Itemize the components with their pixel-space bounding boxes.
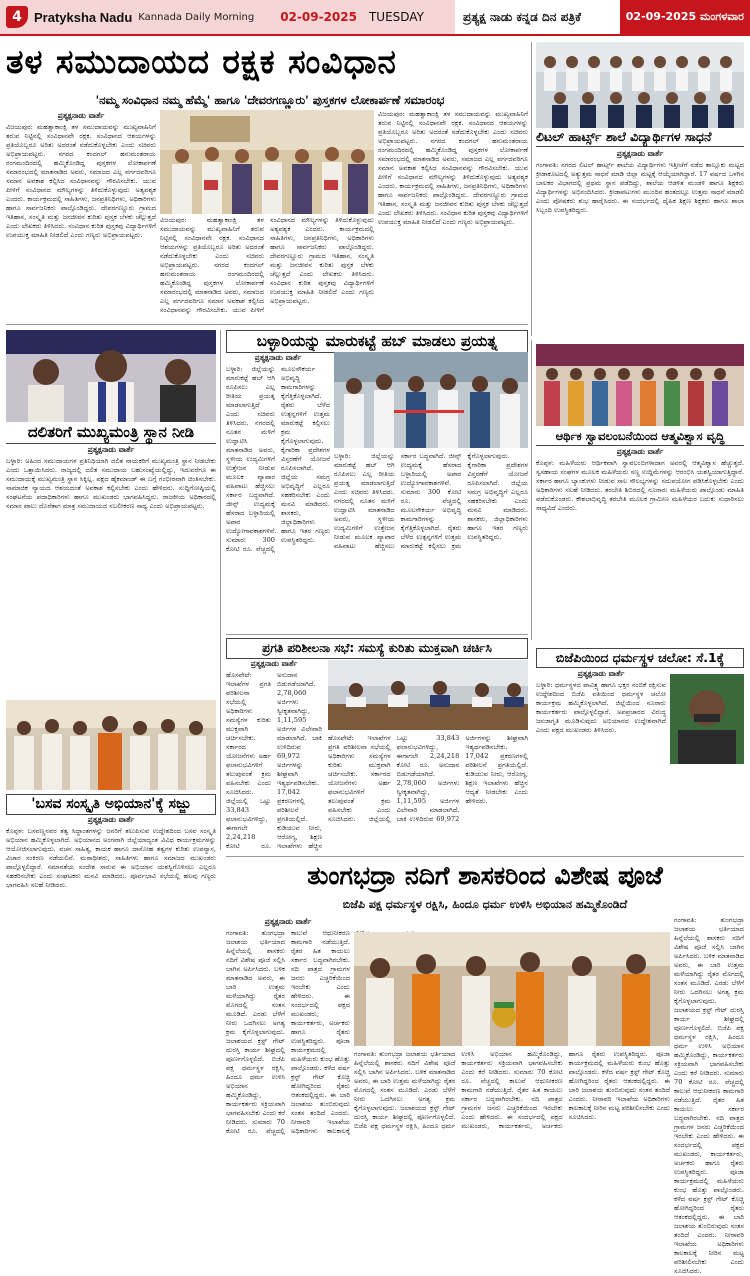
masthead-left — [0, 0, 455, 34]
masthead-date-kannada: 02-09-2025 ಮಂಗಳವಾರ — [620, 0, 750, 34]
page-number-badge: 4 — [6, 6, 28, 28]
basava-story — [6, 814, 216, 1142]
row-divider — [226, 634, 528, 635]
review-meeting-photo — [328, 660, 528, 730]
column-divider — [220, 330, 221, 850]
school-team-photo — [536, 42, 744, 128]
economic-headline: ಆರ್ಥಿಕ ಸ್ವಾವಲಂಬನೆಯಿಂದ ಆತ್ಮವಿಶ್ವಾಸ ವೃದ್ಧಿ — [536, 430, 744, 446]
masthead-right — [455, 0, 750, 34]
little-hearts-story — [536, 148, 744, 336]
little-hearts-body: ಗಂಗಾವತಿ: ನಗರದ ಲಿಟಲ್ ಹಾರ್ಟ್ಸ್ ಶಾಲೆಯ ವಿದ್ಯಾರ್ಥಿಗಳು ಇತ್ತೀಚೆಗೆ ನಡೆದ ತಾಲ್ಲೂಕು ಮಟ್ಟದ ಕ್ರೀಡಾಕೂಟದಲ್ಲಿ ಅತ್ಯುತ್ತಮ ಸಾಧನೆ ಮಾಡಿ ಜಿಲ್ಲಾ ಮಟ್ಟಕ್ಕೆ ಆಯ್ಕೆಯಾಗಿದ್ದಾರೆ. 17 ವರ್ಷದ ಒಳಗಿನ ಬಾಲಕರ ವಿಭಾಗದಲ್ಲಿ ಪ್ರಥಮ ಸ್ಥಾನ ಪಡೆದಿದ್ದು, ಶಾಲೆಯ ಆಡಳಿತ ಮಂಡಳಿ ಹಾಗೂ ಶಿಕ್ಷಕರು ವಿದ್ಯಾರ್ಥಿಗಳನ್ನು ಅಭಿನಂದಿಸಿದರು. ಕ್ರೀಡಾಪಟುಗಳು ಮುಂದಿನ ಹಂತದಲ್ಲೂ ಉತ್ತಮ ಸಾಧನೆ ಮಾಡಲಿ ಎಂದು ಪೋಷಕರು ಶುಭ ಹಾರೈಸಿದರು. ಈ ಸಂದರ್ಭದಲ್ಲಿ ದೈಹಿಕ ಶಿಕ್ಷಣ ಶಿಕ್ಷಕರು ಹಾಗೂ ಶಾಲಾ ಸಿಬ್ಬಂದಿ ಉಪಸ್ಥಿತರಿದ್ದರು. — [536, 161, 744, 214]
row-divider — [226, 856, 744, 857]
river-pooja-photo — [354, 932, 670, 1046]
bjp-body: ಬಳ್ಳಾರಿ: ಧರ್ಮಸ್ಥಳದ ಪಾವಿತ್ರ್ಯ ಹಾಗೂ ಭಕ್ತರ ನಂಬಿಕೆ ರಕ್ಷಿಸುವ ಉದ್ದೇಶದಿಂದ ಬಿಜೆಪಿ ವತಿಯಿಂದ ಧರ್ಮಸ್ಥಳ ಚಲೋ ಕಾರ್ಯಕ್ರಮ ಹಮ್ಮಿಕೊಳ್ಳಲಾಗಿದೆ. ಜಿಲ್ಲೆಯಿಂದ ನೂರಾರು ಕಾರ್ಯಕರ್ತರು ಪಾಲ್ಗೊಳ್ಳಲಿದ್ದಾರೆ. ಅಪಪ್ರಚಾರದ ವಿರುದ್ಧ ಜನಜಾಗೃತಿ ಮೂಡಿಸುವುದು ಅಭಿಯಾನದ ಉದ್ದೇಶವಾಗಿದೆ ಎಂದು ಪಕ್ಷದ ಮುಖಂಡರು ತಿಳಿಸಿದರು. — [536, 681, 666, 734]
progress-headline: ಪ್ರಗತಿ ಪರಿಶೀಲನಾ ಸಭೆ: ಸಮಸ್ಯೆ ಕುರಿತು ಮುಕ್ತವಾಗಿ ಚರ್ಚಿಸಿ — [226, 638, 528, 659]
byline: ಪ್ರತ್ಯಕ್ಷನಾಡು ವಾರ್ತೆ — [87, 815, 135, 824]
economic-body: ಕೊಪ್ಪಳ: ಮಹಿಳೆಯರು ಆರ್ಥಿಕವಾಗಿ ಸ್ವಾವಲಂಬಿಗಳಾದಾಗ ಅವರಲ್ಲಿ ಆತ್ಮವಿಶ್ವಾಸ ಹೆಚ್ಚುತ್ತದೆ. ಸ್ವಸಹಾಯ ಸಂಘಗಳ ಮೂಲಕ ಮಹಿಳೆಯರು ಸಣ್ಣ ಉದ್ದಿಮೆಗಳನ್ನು ಆರಂಭಿಸಿ ಯಶಸ್ವಿಯಾಗುತ್ತಿದ್ದಾರೆ. ಸರ್ಕಾರ ಹಾಗೂ ಬ್ಯಾಂಕುಗಳು ನೀಡುವ ಸಾಲ ಸೌಲಭ್ಯಗಳನ್ನು ಸದುಪಯೋಗ ಪಡಿಸಿಕೊಳ್ಳಬೇಕು ಎಂದು ಅಧಿಕಾರಿಗಳು ಸಲಹೆ ನೀಡಿದರು. ತರಬೇತಿ ಶಿಬಿರದಲ್ಲಿ ನೂರಾರು ಮಹಿಳೆಯರು ಪಾಲ್ಗೊಂಡು ಮಾಹಿತಿ ಪಡೆದುಕೊಂಡರು. ಕೌಶಲಾಭಿವೃದ್ಧಿ ತರಬೇತಿ ಮೂಲಕ ಗ್ರಾಮೀಣ ಮಹಿಳೆಯರ ಬದುಕು ಸುಧಾರಿಸಲು ಸಾಧ್ಯವಿದೆ ಎಂದರು. — [536, 459, 744, 512]
lead-story-text — [6, 110, 156, 318]
byline: ಪ್ರತ್ಯಕ್ಷನಾಡು ವಾರ್ತೆ — [254, 353, 302, 362]
progress-story-right — [328, 734, 528, 854]
ballari-body: ಬಳ್ಳಾರಿ: ಜಿಲ್ಲೆಯನ್ನು ಮಾರುಕಟ್ಟೆ ಹಬ್ ಆಗಿ ರೂಪಿಸಲು ಎಲ್ಲ ರೀತಿಯ ಪ್ರಯತ್ನ ಮಾಡಲಾಗುತ್ತಿದೆ ಎಂದು ಸಚಿವರು ತಿಳಿಸಿದರು. ನಗರದಲ್ಲಿ ನೂತನ ಮಳಿಗೆ ಉದ್ಘಾಟಿಸಿ ಮಾತನಾಡಿದ ಅವರು, ಸ್ಥಳೀಯ ಉದ್ಯಮಿಗಳಿಗೆ ಉತ್ತೇಜನ ನೀಡುವ ಮೂಲಕ ವ್ಯಾಪಾರ ವಹಿವಾಟು ಹೆಚ್ಚಿಸಲು ಸರ್ಕಾರ ಬದ್ಧವಾಗಿದೆ. ಜೀನ್ಸ್ ಉದ್ಯಮಕ್ಕೆ ಹೆಸರಾದ ಬಳ್ಳಾರಿಯಲ್ಲಿ ಅಪಾರ ಉದ್ಯೋಗಾವಕಾಶಗಳಿವೆ. ಸುಮಾರು 300 ಕೋಟಿ ರೂ. ವೆಚ್ಚದಲ್ಲಿ ಮೂಲಸೌಕರ್ಯ ಅಭಿವೃದ್ಧಿ ಕಾಮಗಾರಿಗಳನ್ನು ಕೈಗೆತ್ತಿಕೊಳ್ಳಲಾಗಿದೆ. ರೈತರು ಬೆಳೆದ ಉತ್ಪನ್ನಗಳಿಗೆ ಉತ್ತಮ ಮಾರುಕಟ್ಟೆ ಕಲ್ಪಿಸಲು ಕ್ರಮ ಕೈಗೊಳ್ಳಲಾಗುವುದು. ಕೈಗಾರಿಕಾ ಪ್ರದೇಶಗಳ ವಿಸ್ತರಣೆಗೆ ಯೋಜನೆ ರೂಪಿಸಲಾಗಿದೆ. ಜಿಲ್ಲೆಯ ಸಮಗ್ರ ಅಭಿವೃದ್ಧಿಗೆ ಎಲ್ಲರೂ ಸಹಕರಿಸಬೇಕು ಎಂದು ಮನವಿ ಮಾಡಿದರು. ಶಾಸಕರು, ಜಿಲ್ಲಾಧಿಕಾರಿಗಳು ಹಾಗೂ ಇತರ ಗಣ್ಯರು ಉಪಸ್ಥಿತರಿದ್ದರು. — [226, 365, 330, 553]
women-group-photo — [536, 344, 744, 426]
lead-story-text-3 — [378, 110, 528, 318]
masthead-subtitle: Kannada Daily Morning — [138, 11, 255, 23]
tunga-story-right — [674, 916, 744, 1275]
progress-body-continued: ಹೊಸಪೇಟೆ: ಇಲಾಖೆಗಳ ಪ್ರಗತಿ ಪರಿಶೀಲನಾ ಸಭೆಯಲ್ಲಿ ಅಧಿಕಾರಿಗಳು ಸಮಸ್ಯೆಗಳ ಕುರಿತು ಮುಕ್ತವಾಗಿ ಚರ್ಚಿಸಬೇಕು. ಸರ್ಕಾರದ ಯೋಜನೆಗಳು ಅರ್ಹ ಫಲಾನುಭವಿಗಳಿಗೆ ತಲುಪುವಂತೆ ಕ್ರಮ ವಹಿಸಬೇಕು ಎಂದು ಸೂಚಿಸಿದರು. ಜಿಲ್ಲೆಯಲ್ಲಿ ಒಟ್ಟು 33,843 ಫಲಾನುಭವಿಗಳಿದ್ದು, ಈಗಾಗಲೇ 2,24,218 ಕೋಟಿ ರೂ. ಅನುದಾನ ಬಿಡುಗಡೆಯಾಗಿದೆ. 2,78,060 ಅರ್ಜಿಗಳು ಸ್ವೀಕೃತವಾಗಿದ್ದು, 1,11,595 ಅರ್ಜಿಗಳ ವಿಲೇವಾರಿ ಮಾಡಲಾಗಿದೆ. ಬಾಕಿ ಉಳಿದಿರುವ 69,972 ಅರ್ಜಿಗಳನ್ನು ಶೀಘ್ರವಾಗಿ ಇತ್ಯರ್ಥಪಡಿಸಬೇಕು. 17,042 ಪ್ರಕರಣಗಳಲ್ಲಿ ಪರಿಶೀಲನೆ ಪ್ರಗತಿಯಲ್ಲಿದೆ. ಕುಡಿಯುವ ನೀರು, ಆರೋಗ್ಯ, ಶಿಕ್ಷಣ ಇಲಾಖೆಗಳು ಹೆಚ್ಚಿನ ಆದ್ಯತೆ ನೀಡಬೇಕು ಎಂದು ಹೇಳಿದರು. — [328, 734, 528, 823]
row-divider — [6, 324, 528, 325]
byline: ಪ್ರತ್ಯಕ್ಷನಾಡು ವಾರ್ತೆ — [264, 917, 312, 926]
masthead — [0, 0, 750, 36]
basava-body: ಕೊಪ್ಪಳ: ಬಸವಣ್ಣನವರ ತತ್ವ ಸಿದ್ಧಾಂತಗಳನ್ನು ಜನರಿಗೆ ತಲುಪಿಸುವ ಉದ್ದೇಶದಿಂದ ಬಸವ ಸಂಸ್ಕೃತಿ ಅಭಿಯಾನ ಹಮ್ಮಿಕೊಳ್ಳಲಾಗಿದೆ. ಅಭಿಯಾನದ ಅಂಗವಾಗಿ ಜಿಲ್ಲೆಯಾದ್ಯಂತ ವಿವಿಧ ಕಾರ್ಯಕ್ರಮಗಳನ್ನು ಆಯೋಜಿಸಲಾಗುವುದು. ವಚನ ಸಾಹಿತ್ಯ, ಕಾಯಕ ಹಾಗೂ ದಾಸೋಹ ತತ್ವಗಳ ಕುರಿತು ಉಪನ್ಯಾಸ, ವಿಚಾರ ಸಂಕಿರಣ ನಡೆಯಲಿವೆ. ಮಠಾಧೀಶರು, ಸಾಹಿತಿಗಳು ಹಾಗೂ ಸಮಾಜದ ಮುಖಂಡರು ಪಾಲ್ಗೊಳ್ಳಲಿದ್ದಾರೆ. ಸಮಾನತೆಯ ಸಂದೇಶ ಸಾರುವ ಈ ಅಭಿಯಾನ ಯಶಸ್ವಿಗೊಳಿಸಲು ಎಲ್ಲರೂ ಸಹಕರಿಸಬೇಕು ಎಂದು ಸಂಘಟಕರು ಮನವಿ ಮಾಡಿದರು. ಪೂರ್ವಭಾವಿ ಸಭೆಯಲ್ಲಿ ಹಲವು ಗಣ್ಯರು ಭಾಗವಹಿಸಿ ಸಲಹೆ ನೀಡಿದರು. — [6, 827, 216, 889]
masthead-weekday: TUESDAY — [368, 10, 424, 24]
lead-subhead: 'ನಮ್ಮ ಸಂವಿಧಾನ ನಮ್ಮ ಹೆಮ್ಮೆ' ಹಾಗೂ 'ದೇವರಗಣ್ಣೂರು' ಪುಸ್ತಕಗಳ ಲೋಕಾರ್ಪಣೆ ಸಮಾರಂಭ — [95, 93, 445, 107]
dalit-leaders-photo — [6, 330, 216, 422]
progress-body: ಹೊಸಪೇಟೆ: ಇಲಾಖೆಗಳ ಪ್ರಗತಿ ಪರಿಶೀಲನಾ ಸಭೆಯಲ್ಲಿ ಅಧಿಕಾರಿಗಳು ಸಮಸ್ಯೆಗಳ ಕುರಿತು ಮುಕ್ತವಾಗಿ ಚರ್ಚಿಸಬೇಕು. ಸರ್ಕಾರದ ಯೋಜನೆಗಳು ಅರ್ಹ ಫಲಾನುಭವಿಗಳಿಗೆ ತಲುಪುವಂತೆ ಕ್ರಮ ವಹಿಸಬೇಕು ಎಂದು ಸೂಚಿಸಿದರು. ಜಿಲ್ಲೆಯಲ್ಲಿ ಒಟ್ಟು 33,843 ಫಲಾನುಭವಿಗಳಿದ್ದು, ಈಗಾಗಲೇ 2,24,218 ಕೋಟಿ ರೂ. ಅನುದಾನ ಬಿಡುಗಡೆಯಾಗಿದೆ. 2,78,060 ಅರ್ಜಿಗಳು ಸ್ವೀಕೃತವಾಗಿದ್ದು, 1,11,595 ಅರ್ಜಿಗಳ ವಿಲೇವಾರಿ ಮಾಡಲಾಗಿದೆ. ಬಾಕಿ ಉಳಿದಿರುವ 69,972 ಅರ್ಜಿಗಳನ್ನು ಶೀಘ್ರವಾಗಿ ಇತ್ಯರ್ಥಪಡಿಸಬೇಕು. 17,042 ಪ್ರಕರಣಗಳಲ್ಲಿ ಪರಿಶೀಲನೆ ಪ್ರಗತಿಯಲ್ಲಿದೆ. ಕುಡಿಯುವ ನೀರು, ಆರೋಗ್ಯ, ಶಿಕ್ಷಣ ಇಲಾಖೆಗಳು ಹೆಚ್ಚಿನ — [226, 671, 322, 850]
byline: ಪ್ರತ್ಯಕ್ಷನಾಡು ವಾರ್ತೆ — [577, 669, 625, 678]
tunga-body: ಗಂಗಾವತಿ: ತುಂಗಭದ್ರಾ ಜಲಾಶಯ ಭರ್ತಿಯಾದ ಹಿನ್ನೆಲೆಯಲ್ಲಿ ಶಾಸಕರು ನದಿಗೆ ವಿಶೇಷ ಪೂಜೆ ಸಲ್ಲಿಸಿ ಬಾಗಿನ ಅರ್ಪಿಸಿದರು. ಬಳಿಕ ಮಾತನಾಡಿದ ಅವರು, ಈ ಬಾರಿ ಉತ್ತಮ ಮಳೆಯಾಗಿದ್ದು ರೈತರ ಮೊಗದಲ್ಲಿ ಸಂತಸ ಮೂಡಿದೆ. ಎರಡು ಬೆಳೆಗೆ ನೀರು ಒದಗಿಸಲು ಅಗತ್ಯ ಕ್ರಮ ಕೈಗೊಳ್ಳಲಾಗುವುದು. ಜಲಾಶಯದ ಕ್ರಸ್ಟ್ ಗೇಟ್ ದುರಸ್ತಿ ಕಾರ್ಯ ಶೀಘ್ರದಲ್ಲಿ ಪೂರ್ಣಗೊಳ್ಳಲಿದೆ. ಬಿಜೆಪಿ ಪಕ್ಷ ಧರ್ಮಸ್ಥಳ ರಕ್ಷಿಸಿ, ಹಿಂದೂ ಧರ್ಮ ಉಳಿಸಿ ಅಭಿಯಾನ ಹಮ್ಮಿಕೊಂಡಿದ್ದು, ಕಾರ್ಯಕರ್ತರು ಸಕ್ರಿಯವಾಗಿ ಭಾಗವಹಿಸಬೇಕು ಎಂದು ಕರೆ ನೀಡಿದರು. ಸುಮಾರು 70 ಕೋಟಿ ರೂ. ವೆಚ್ಚದಲ್ಲಿ ಕಾಲುವೆ ಆಧುನೀಕರಣ ಕಾಮಗಾರಿ ನಡೆಯುತ್ತಿದೆ. ರೈತರ ಹಿತ ಕಾಯಲು ಸರ್ಕಾರ ಬದ್ಧವಾಗಿರಬೇಕು. ನದಿ ಪಾತ್ರದ ಗ್ರಾಮಗಳ ಜನರು ಎಚ್ಚರಿಕೆಯಿಂದ ಇರಬೇಕು ಎಂದು ಹೇಳಿದರು. ಈ ಸಂದರ್ಭದಲ್ಲಿ ಪಕ್ಷದ ಮುಖಂಡರು, ಕಾರ್ಯಕರ್ತರು, ಅರ್ಚಕರು ಹಾಗೂ ರೈತರು ಉಪಸ್ಥಿತರಿದ್ದರು. ಪೂಜಾ ಕಾರ್ಯಕ್ರಮದಲ್ಲಿ ಮಹಿಳೆಯರು ಕುಂಭ ಹೊತ್ತು ಪಾಲ್ಗೊಂಡರು. ಕಳೆದ ವರ್ಷ ಕ್ರಸ್ಟ್ ಗೇಟ್ ಕೊಚ್ಚಿ ಹೋಗಿದ್ದರಿಂದ ರೈತರು ಆತಂಕದಲ್ಲಿದ್ದರು. ಈ ಬಾರಿ ಜಲಾಶಯ ತುಂಬಿರುವುದು ಸಂತಸ ತಂದಿದೆ ಎಂದರು. ನೀರಾವರಿ ಇಲಾಖೆಯ ಅಧಿಕಾರಿಗಳು ಕಾಲಕಾಲಕ್ಕೆ — [226, 929, 350, 1135]
tunga-subhead: ಬಿಜೆಪಿ ಪಕ್ಷ ಧರ್ಮಸ್ಥಳ ರಕ್ಷಿಸಿ, ಹಿಂದೂ ಧರ್ಮ ಉಳಿಸಿ ಅಭಿಯಾನ ಹಮ್ಮಿಕೊಂಡಿದೆ — [342, 898, 628, 911]
tunga-story-middle — [354, 1050, 670, 1142]
column-divider — [531, 42, 532, 336]
basava-campaign-photo — [6, 700, 216, 790]
masthead-date: 02-09-2025 — [280, 10, 357, 24]
dalit-headline: ದಲಿತರಿಗೆ ಮುಖ್ಯಮಂತ್ರಿ ಸ್ಥಾನ ನೀಡಿ — [6, 424, 216, 444]
ballari-inauguration-photo — [334, 352, 528, 448]
masthead-title-kannada: ಪ್ರತ್ಯಕ್ಷ ನಾಡು ಕನ್ನಡ ದಿನ ಪತ್ರಿಕೆ — [463, 9, 582, 24]
tunga-story-left — [226, 916, 350, 1142]
progress-story-left — [226, 658, 322, 854]
lead-story-text-2 — [160, 216, 374, 318]
bjp-story — [536, 668, 666, 848]
ballari-story-right — [334, 452, 528, 632]
ballari-story-left — [226, 352, 330, 632]
bjp-leader-photo — [670, 674, 744, 764]
byline: ಪ್ರತ್ಯಕ್ಷನಾಡು ವಾರ್ತೆ — [616, 447, 664, 456]
lead-body: ವಿಜಯಪುರ: ಮಹತ್ವಾಕಾಂಕ್ಷಿ ತಳ ಸಮುದಾಯವನ್ನು ಮುಖ್ಯವಾಹಿನಿಗೆ ತರುವ ನಿಟ್ಟಿನಲ್ಲಿ ಸಂವಿಧಾನವೇ ರಕ್ಷಕ. ಸಂವಿಧಾನದ ಆಶಯಗಳನ್ನು ಪ್ರತಿಯೊಬ್ಬರೂ ಅರಿತು ಅದರಂತೆ ನಡೆದುಕೊಳ್ಳಬೇಕು ಎಂದು ಸಚಿವರು ಅಭಿಪ್ರಾಯಪಟ್ಟರು. ನಗರದ ಕಂದಗಲ್ ಹನುಮಂತರಾಯ ರಂಗಮಂದಿರದಲ್ಲಿ ಹಮ್ಮಿಕೊಂಡಿದ್ದ ಪುಸ್ತಕಗಳ ಲೋಕಾರ್ಪಣೆ ಸಮಾರಂಭದಲ್ಲಿ ಮಾತನಾಡಿದ ಅವರು, ಸಮಾಜದ ಎಲ್ಲ ವರ್ಗದವರಿಗೂ ಸಮಾನ ಅವಕಾಶ ಕಲ್ಪಿಸಿದ ಸಂವಿಧಾನವನ್ನು ಗೌರವಿಸಬೇಕು. ಯುವ ಪೀಳಿಗೆ ಸಂವಿಧಾನದ ಮೌಲ್ಯಗಳನ್ನು ತಿಳಿದುಕೊಳ್ಳುವುದು ಅತ್ಯವಶ್ಯಕ ಎಂದರು. ಕಾರ್ಯಕ್ರಮದಲ್ಲಿ ಸಾಹಿತಿಗಳು, ಜನಪ್ರತಿನಿಧಿಗಳು, ಅಧಿಕಾರಿಗಳು ಹಾಗೂ ಸಾರ್ವಜನಿಕರು ಪಾಲ್ಗೊಂಡಿದ್ದರು. ದೇವರಗಣ್ಣೂರು ಗ್ರಾಮದ ಇತಿಹಾಸ, ಸಂಸ್ಕೃತಿ ಮತ್ತು ಜನಜೀವನ ಕುರಿತು ಪುಸ್ತಕ ಬೆಳಕು ಚೆಲ್ಲುತ್ತದೆ ಎಂದು ಲೇಖಕರು ತಿಳಿಸಿದರು. ಸಂವಿಧಾನ ಕುರಿತ ಪುಸ್ತಕವು ವಿದ್ಯಾರ್ಥಿಗಳಿಗೆ ಉಪಯುಕ್ತ ಮಾಹಿತಿ ನೀಡಲಿದೆ ಎಂದು ಗಣ್ಯರು ಅಭಿಪ್ರಾಯಪಟ್ಟರು. — [6, 123, 156, 239]
little-hearts-headline: ಲಿಟಲ್ ಹಾರ್ಟ್ಸ್ ಶಾಲೆ ವಿದ್ಯಾರ್ಥಿಗಳ ಸಾಧನೆ — [536, 130, 744, 147]
byline: ಪ್ರತ್ಯಕ್ಷನಾಡು ವಾರ್ತೆ — [57, 111, 105, 120]
masthead-brand: Pratyksha Nadu — [34, 9, 133, 25]
lead-photo — [160, 110, 374, 214]
economic-story — [536, 446, 744, 640]
ballari-body-continued: ಬಳ್ಳಾರಿ: ಜಿಲ್ಲೆಯನ್ನು ಮಾರುಕಟ್ಟೆ ಹಬ್ ಆಗಿ ರೂಪಿಸಲು ಎಲ್ಲ ರೀತಿಯ ಪ್ರಯತ್ನ ಮಾಡಲಾಗುತ್ತಿದೆ ಎಂದು ಸಚಿವರು ತಿಳಿಸಿದರು. ನಗರದಲ್ಲಿ ನೂತನ ಮಳಿಗೆ ಉದ್ಘಾಟಿಸಿ ಮಾತನಾಡಿದ ಅವರು, ಸ್ಥಳೀಯ ಉದ್ಯಮಿಗಳಿಗೆ ಉತ್ತೇಜನ ನೀಡುವ ಮೂಲಕ ವ್ಯಾಪಾರ ವಹಿವಾಟು ಹೆಚ್ಚಿಸಲು ಸರ್ಕಾರ ಬದ್ಧವಾಗಿದೆ. ಜೀನ್ಸ್ ಉದ್ಯಮಕ್ಕೆ ಹೆಸರಾದ ಬಳ್ಳಾರಿಯಲ್ಲಿ ಅಪಾರ ಉದ್ಯೋಗಾವಕಾಶಗಳಿವೆ. ಸುಮಾರು 300 ಕೋಟಿ ರೂ. ವೆಚ್ಚದಲ್ಲಿ ಮೂಲಸೌಕರ್ಯ ಅಭಿವೃದ್ಧಿ ಕಾಮಗಾರಿಗಳನ್ನು ಕೈಗೆತ್ತಿಕೊಳ್ಳಲಾಗಿದೆ. ರೈತರು ಬೆಳೆದ ಉತ್ಪನ್ನಗಳಿಗೆ ಉತ್ತಮ ಮಾರುಕಟ್ಟೆ ಕಲ್ಪಿಸಲು ಕ್ರಮ ಕೈಗೊಳ್ಳಲಾಗುವುದು. ಕೈಗಾರಿಕಾ ಪ್ರದೇಶಗಳ ವಿಸ್ತರಣೆಗೆ ಯೋಜನೆ ರೂಪಿಸಲಾಗಿದೆ. ಜಿಲ್ಲೆಯ ಸಮಗ್ರ ಅಭಿವೃದ್ಧಿಗೆ ಎಲ್ಲರೂ ಸಹಕರಿಸಬೇಕು ಎಂದು ಮನವಿ ಮಾಡಿದರು. ಶಾಸಕರು, ಜಿಲ್ಲಾಧಿಕಾರಿಗಳು ಹಾಗೂ ಇತರ ಗಣ್ಯರು ಉಪಸ್ಥಿತರಿದ್ದರು. — [334, 452, 528, 550]
lead-body-column-3: ವಿಜಯಪುರ: ಮಹತ್ವಾಕಾಂಕ್ಷಿ ತಳ ಸಮುದಾಯವನ್ನು ಮುಖ್ಯವಾಹಿನಿಗೆ ತರುವ ನಿಟ್ಟಿನಲ್ಲಿ ಸಂವಿಧಾನವೇ ರಕ್ಷಕ. ಸಂವಿಧಾನದ ಆಶಯಗಳನ್ನು ಪ್ರತಿಯೊಬ್ಬರೂ ಅರಿತು ಅದರಂತೆ ನಡೆದುಕೊಳ್ಳಬೇಕು ಎಂದು ಸಚಿವರು ಅಭಿಪ್ರಾಯಪಟ್ಟರು. ನಗರದ ಕಂದಗಲ್ ಹನುಮಂತರಾಯ ರಂಗಮಂದಿರದಲ್ಲಿ ಹಮ್ಮಿಕೊಂಡಿದ್ದ ಪುಸ್ತಕಗಳ ಲೋಕಾರ್ಪಣೆ ಸಮಾರಂಭದಲ್ಲಿ ಮಾತನಾಡಿದ ಅವರು, ಸಮಾಜದ ಎಲ್ಲ ವರ್ಗದವರಿಗೂ ಸಮಾನ ಅವಕಾಶ ಕಲ್ಪಿಸಿದ ಸಂವಿಧಾನವನ್ನು ಗೌರವಿಸಬೇಕು. ಯುವ ಪೀಳಿಗೆ ಸಂವಿಧಾನದ ಮೌಲ್ಯಗಳನ್ನು ತಿಳಿದುಕೊಳ್ಳುವುದು ಅತ್ಯವಶ್ಯಕ ಎಂದರು. ಕಾರ್ಯಕ್ರಮದಲ್ಲಿ ಸಾಹಿತಿಗಳು, ಜನಪ್ರತಿನಿಧಿಗಳು, ಅಧಿಕಾರಿಗಳು ಹಾಗೂ ಸಾರ್ವಜನಿಕರು ಪಾಲ್ಗೊಂಡಿದ್ದರು. ದೇವರಗಣ್ಣೂರು ಗ್ರಾಮದ ಇತಿಹಾಸ, ಸಂಸ್ಕೃತಿ ಮತ್ತು ಜನಜೀವನ ಕುರಿತು ಪುಸ್ತಕ ಬೆಳಕು ಚೆಲ್ಲುತ್ತದೆ ಎಂದು ಲೇಖಕರು ತಿಳಿಸಿದರು. ಸಂವಿಧಾನ ಕುರಿತ ಪುಸ್ತಕವು ವಿದ್ಯಾರ್ಥಿಗಳಿಗೆ ಉಪಯುಕ್ತ ಮಾಹಿತಿ ನೀಡಲಿದೆ ಎಂದು ಗಣ್ಯರು ಅಭಿಪ್ರಾಯಪಟ್ಟರು. — [378, 110, 528, 226]
lead-body-continued: ವಿಜಯಪುರ: ಮಹತ್ವಾಕಾಂಕ್ಷಿ ತಳ ಸಮುದಾಯವನ್ನು ಮುಖ್ಯವಾಹಿನಿಗೆ ತರುವ ನಿಟ್ಟಿನಲ್ಲಿ ಸಂವಿಧಾನವೇ ರಕ್ಷಕ. ಸಂವಿಧಾನದ ಆಶಯಗಳನ್ನು ಪ್ರತಿಯೊಬ್ಬರೂ ಅರಿತು ಅದರಂತೆ ನಡೆದುಕೊಳ್ಳಬೇಕು ಎಂದು ಸಚಿವರು ಅಭಿಪ್ರಾಯಪಟ್ಟರು. ನಗರದ ಕಂದಗಲ್ ಹನುಮಂತರಾಯ ರಂಗಮಂದಿರದಲ್ಲಿ ಹಮ್ಮಿಕೊಂಡಿದ್ದ ಪುಸ್ತಕಗಳ ಲೋಕಾರ್ಪಣೆ ಸಮಾರಂಭದಲ್ಲಿ ಮಾತನಾಡಿದ ಅವರು, ಸಮಾಜದ ಎಲ್ಲ ವರ್ಗದವರಿಗೂ ಸಮಾನ ಅವಕಾಶ ಕಲ್ಪಿಸಿದ ಸಂವಿಧಾನವನ್ನು ಗೌರವಿಸಬೇಕು. ಯುವ ಪೀಳಿಗೆ ಸಂವಿಧಾನದ ಮೌಲ್ಯಗಳನ್ನು ತಿಳಿದುಕೊಳ್ಳುವುದು ಅತ್ಯವಶ್ಯಕ ಎಂದರು. ಕಾರ್ಯಕ್ರಮದಲ್ಲಿ ಸಾಹಿತಿಗಳು, ಜನಪ್ರತಿನಿಧಿಗಳು, ಅಧಿಕಾರಿಗಳು ಹಾಗೂ ಸಾರ್ವಜನಿಕರು ಪಾಲ್ಗೊಂಡಿದ್ದರು. ದೇವರಗಣ್ಣೂರು ಗ್ರಾಮದ ಇತಿಹಾಸ, ಸಂಸ್ಕೃತಿ ಮತ್ತು ಜನಜೀವನ ಕುರಿತು ಪುಸ್ತಕ ಬೆಳಕು ಚೆಲ್ಲುತ್ತದೆ ಎಂದು ಲೇಖಕರು ತಿಳಿಸಿದರು. ಸಂವಿಧಾನ ಕುರಿತ ಪುಸ್ತಕವು ವಿದ್ಯಾರ್ಥಿಗಳಿಗೆ ಉಪಯುಕ್ತ ಮಾಹಿತಿ ನೀಡಲಿದೆ ಎಂದು ಗಣ್ಯರು ಅಭಿಪ್ರಾಯಪಟ್ಟರು. — [160, 216, 374, 314]
byline: ಪ್ರತ್ಯಕ್ಷನಾಡು ವಾರ್ತೆ — [250, 659, 298, 668]
byline: ಪ್ರತ್ಯಕ್ಷನಾಡು ವಾರ್ತೆ — [87, 445, 135, 454]
tunga-body-right: ಗಂಗಾವತಿ: ತುಂಗಭದ್ರಾ ಜಲಾಶಯ ಭರ್ತಿಯಾದ ಹಿನ್ನೆಲೆಯಲ್ಲಿ ಶಾಸಕರು ನದಿಗೆ ವಿಶೇಷ ಪೂಜೆ ಸಲ್ಲಿಸಿ ಬಾಗಿನ ಅರ್ಪಿಸಿದರು. ಬಳಿಕ ಮಾತನಾಡಿದ ಅವರು, ಈ ಬಾರಿ ಉತ್ತಮ ಮಳೆಯಾಗಿದ್ದು ರೈತರ ಮೊಗದಲ್ಲಿ ಸಂತಸ ಮೂಡಿದೆ. ಎರಡು ಬೆಳೆಗೆ ನೀರು ಒದಗಿಸಲು ಅಗತ್ಯ ಕ್ರಮ ಕೈಗೊಳ್ಳಲಾಗುವುದು. ಜಲಾಶಯದ ಕ್ರಸ್ಟ್ ಗೇಟ್ ದುರಸ್ತಿ ಕಾರ್ಯ ಶೀಘ್ರದಲ್ಲಿ ಪೂರ್ಣಗೊಳ್ಳಲಿದೆ. ಬಿಜೆಪಿ ಪಕ್ಷ ಧರ್ಮಸ್ಥಳ ರಕ್ಷಿಸಿ, ಹಿಂದೂ ಧರ್ಮ ಉಳಿಸಿ ಅಭಿಯಾನ ಹಮ್ಮಿಕೊಂಡಿದ್ದು, ಕಾರ್ಯಕರ್ತರು ಸಕ್ರಿಯವಾಗಿ ಭಾಗವಹಿಸಬೇಕು ಎಂದು ಕರೆ ನೀಡಿದರು. ಸುಮಾರು 70 ಕೋಟಿ ರೂ. ವೆಚ್ಚದಲ್ಲಿ ಕಾಲುವೆ ಆಧುನೀಕರಣ ಕಾಮಗಾರಿ ನಡೆಯುತ್ತಿದೆ. ರೈತರ ಹಿತ ಕಾಯಲು ಸರ್ಕಾರ ಬದ್ಧವಾಗಿರಬೇಕು. ನದಿ ಪಾತ್ರದ ಗ್ರಾಮಗಳ ಜನರು ಎಚ್ಚರಿಕೆಯಿಂದ ಇರಬೇಕು ಎಂದು ಹೇಳಿದರು. ಈ ಸಂದರ್ಭದಲ್ಲಿ ಪಕ್ಷದ ಮುಖಂಡರು, ಕಾರ್ಯಕರ್ತರು, ಅರ್ಚಕರು ಹಾಗೂ ರೈತರು ಉಪಸ್ಥಿತರಿದ್ದರು. ಪೂಜಾ ಕಾರ್ಯಕ್ರಮದಲ್ಲಿ ಮಹಿಳೆಯರು ಕುಂಭ ಹೊತ್ತು ಪಾಲ್ಗೊಂಡರು. ಕಳೆದ ವರ್ಷ ಕ್ರಸ್ಟ್ ಗೇಟ್ ಕೊಚ್ಚಿ ಹೋಗಿದ್ದರಿಂದ ರೈತರು ಆತಂಕದಲ್ಲಿದ್ದರು. ಈ ಬಾರಿ ಜಲಾಶಯ ತುಂಬಿರುವುದು ಸಂತಸ ತಂದಿದೆ ಎಂದರು. ನೀರಾವರಿ ಇಲಾಖೆಯ ಅಧಿಕಾರಿಗಳು ಕಾಲಕಾಲಕ್ಕೆ ನೀರಿನ ಮಟ್ಟ ಪರಿಶೀಲಿಸಬೇಕು ಎಂದು ಸೂಚಿಸಿದರು. — [674, 916, 744, 1275]
dalit-body: ಬಳ್ಳಾರಿ: ಅಹಿಂದ ಸಮುದಾಯಗಳ ಪ್ರತಿನಿಧಿಯಾಗಿ ದಲಿತ ನಾಯಕರಿಗೆ ಮುಖ್ಯಮಂತ್ರಿ ಸ್ಥಾನ ನೀಡಬೇಕು ಎಂದು ಒತ್ತಾಯಿಸಿದರು. ರಾಜ್ಯದಲ್ಲಿ ದಲಿತ ಸಮುದಾಯ ಬಹುಸಂಖ್ಯೆಯಲ್ಲಿದ್ದು, ಇದುವರೆಗೂ ಈ ಸಮುದಾಯಕ್ಕೆ ಮುಖ್ಯಮಂತ್ರಿ ಸ್ಥಾನ ಸಿಕ್ಕಿಲ್ಲ. ಪಕ್ಷದ ಹೈಕಮಾಂಡ್ ಈ ಬಗ್ಗೆ ಗಂಭೀರವಾಗಿ ಚಿಂತಿಸಬೇಕು. ಸಾಮಾಜಿಕ ನ್ಯಾಯದ ಆಶಯದಂತೆ ಅವಕಾಶ ಕಲ್ಪಿಸಬೇಕು ಎಂದು ಹೇಳಿದರು. ಸುದ್ದಿಗೋಷ್ಠಿಯಲ್ಲಿ ಸಂಘಟನೆಯ ಪದಾಧಿಕಾರಿಗಳು ಹಾಗೂ ಮುಖಂಡರು ಭಾಗವಹಿಸಿದ್ದರು. ರಾಜಕೀಯ ಅಧಿಕಾರದಲ್ಲಿ ಸಮಾನ ಪಾಲು ದೊರೆತಾಗ ಮಾತ್ರ ಸಮುದಾಯದ ಸಬಲೀಕರಣ ಸಾಧ್ಯ ಎಂದು ಅಭಿಪ್ರಾಯಪಟ್ಟರು. — [6, 457, 216, 510]
lead-headline: ತಳ ಸಮುದಾಯದ ರಕ್ಷಕ ಸಂವಿಧಾನ — [6, 42, 397, 81]
dalit-story — [6, 444, 216, 694]
byline: ಪ್ರತ್ಯಕ್ಷನಾಡು ವಾರ್ತೆ — [616, 149, 664, 158]
tunga-headline: ತುಂಗಭದ್ರಾ ನದಿಗೆ ಶಾಸಕರಿಂದ ವಿಶೇಷ ಪೂಜೆ — [307, 861, 663, 890]
basava-headline: 'ಬಸವ ಸಂಸ್ಕೃತಿ ಅಭಿಯಾನ'ಕ್ಕೆ ಸಜ್ಜು — [6, 794, 216, 815]
bjp-headline: ಬಿಜೆಪಿಯಿಂದ ಧರ್ಮಸ್ಥಳ ಚಲೋ: ಸೆ.1ಕ್ಕೆ — [536, 648, 744, 668]
ballari-headline: ಬಳ್ಳಾರಿಯನ್ನು ಮಾರುಕಟ್ಟೆ ಹಬ್ ಮಾಡಲು ಪ್ರಯತ್ನ — [226, 330, 528, 353]
tunga-body-continued: ಗಂಗಾವತಿ: ತುಂಗಭದ್ರಾ ಜಲಾಶಯ ಭರ್ತಿಯಾದ ಹಿನ್ನೆಲೆಯಲ್ಲಿ ಶಾಸಕರು ನದಿಗೆ ವಿಶೇಷ ಪೂಜೆ ಸಲ್ಲಿಸಿ ಬಾಗಿನ ಅರ್ಪಿಸಿದರು. ಬಳಿಕ ಮಾತನಾಡಿದ ಅವರು, ಈ ಬಾರಿ ಉತ್ತಮ ಮಳೆಯಾಗಿದ್ದು ರೈತರ ಮೊಗದಲ್ಲಿ ಸಂತಸ ಮೂಡಿದೆ. ಎರಡು ಬೆಳೆಗೆ ನೀರು ಒದಗಿಸಲು ಅಗತ್ಯ ಕ್ರಮ ಕೈಗೊಳ್ಳಲಾಗುವುದು. ಜಲಾಶಯದ ಕ್ರಸ್ಟ್ ಗೇಟ್ ದುರಸ್ತಿ ಕಾರ್ಯ ಶೀಘ್ರದಲ್ಲಿ ಪೂರ್ಣಗೊಳ್ಳಲಿದೆ. ಬಿಜೆಪಿ ಪಕ್ಷ ಧರ್ಮಸ್ಥಳ ರಕ್ಷಿಸಿ, ಹಿಂದೂ ಧರ್ಮ ಉಳಿಸಿ ಅಭಿಯಾನ ಹಮ್ಮಿಕೊಂಡಿದ್ದು, ಕಾರ್ಯಕರ್ತರು ಸಕ್ರಿಯವಾಗಿ ಭಾಗವಹಿಸಬೇಕು ಎಂದು ಕರೆ ನೀಡಿದರು. ಸುಮಾರು 70 ಕೋಟಿ ರೂ. ವೆಚ್ಚದಲ್ಲಿ ಕಾಲುವೆ ಆಧುನೀಕರಣ ಕಾಮಗಾರಿ ನಡೆಯುತ್ತಿದೆ. ರೈತರ ಹಿತ ಕಾಯಲು ಸರ್ಕಾರ ಬದ್ಧವಾಗಿರಬೇಕು. ನದಿ ಪಾತ್ರದ ಗ್ರಾಮಗಳ ಜನರು ಎಚ್ಚರಿಕೆಯಿಂದ ಇರಬೇಕು ಎಂದು ಹೇಳಿದರು. ಈ ಸಂದರ್ಭದಲ್ಲಿ ಪಕ್ಷದ ಮುಖಂಡರು, ಕಾರ್ಯಕರ್ತರು, ಅರ್ಚಕರು ಹಾಗೂ ರೈತರು ಉಪಸ್ಥಿತರಿದ್ದರು. ಪೂಜಾ ಕಾರ್ಯಕ್ರಮದಲ್ಲಿ ಮಹಿಳೆಯರು ಕುಂಭ ಹೊತ್ತು ಪಾಲ್ಗೊಂಡರು. ಕಳೆದ ವರ್ಷ ಕ್ರಸ್ಟ್ ಗೇಟ್ ಕೊಚ್ಚಿ ಹೋಗಿದ್ದರಿಂದ ರೈತರು ಆತಂಕದಲ್ಲಿದ್ದರು. ಈ ಬಾರಿ ಜಲಾಶಯ ತುಂಬಿರುವುದು ಸಂತಸ ತಂದಿದೆ ಎಂದರು. ನೀರಾವರಿ ಇಲಾಖೆಯ ಅಧಿಕಾರಿಗಳು ಕಾಲಕಾಲಕ್ಕೆ ನೀರಿನ ಮಟ್ಟ ಪರಿಶೀಲಿಸಬೇಕು ಎಂದು ಸೂಚಿಸಿದರು. — [354, 1050, 670, 1130]
column-divider — [531, 340, 532, 640]
